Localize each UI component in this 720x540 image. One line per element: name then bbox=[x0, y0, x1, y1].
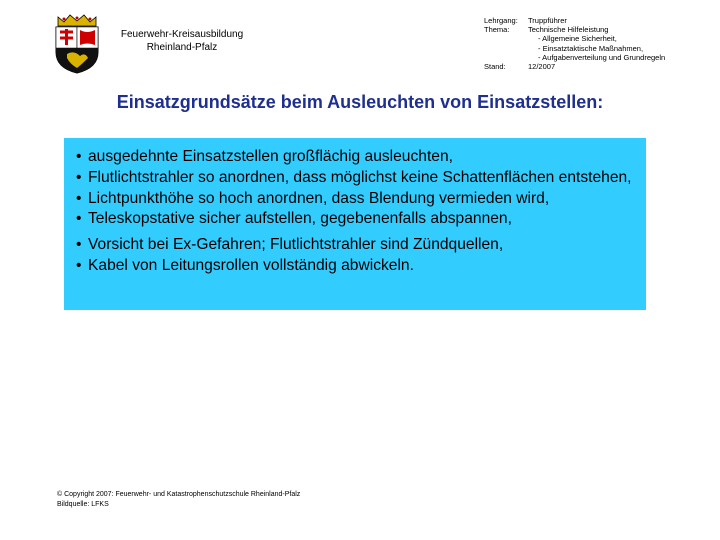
meta-key: Lehrgang: bbox=[484, 16, 518, 25]
image-source-text: Bildquelle: LFKS bbox=[57, 501, 109, 508]
bullet-marker: • bbox=[76, 236, 82, 254]
bullet-marker: • bbox=[76, 189, 82, 207]
bullet-item bbox=[76, 147, 636, 168]
coat-of-arms-logo bbox=[52, 12, 102, 74]
org-line-2: Rheinland-Pfalz bbox=[146, 42, 218, 53]
bullet-item bbox=[76, 256, 636, 277]
meta-value: - Aufgabenverteilung und Grundregeln bbox=[538, 52, 666, 62]
bullet-text: Vorsicht bei Ex-Gefahren; Flutlichtstrahler sind Zündquellen, bbox=[88, 236, 504, 254]
bullet-item bbox=[76, 209, 636, 230]
bullet-text: Kabel von Leitungsrollen vollständig abwickeln. bbox=[88, 256, 414, 274]
organization-name bbox=[112, 28, 252, 54]
meta-row bbox=[484, 44, 714, 53]
bullet-text: Flutlichtstrahler so anordnen, dass möglichst keine Schattenflächen entstehen, bbox=[88, 168, 632, 186]
meta-value: 12/2007 bbox=[528, 62, 556, 72]
meta-key: Thema: bbox=[484, 25, 510, 35]
meta-key bbox=[484, 44, 528, 53]
bullet-box bbox=[64, 138, 646, 310]
bullet-marker: • bbox=[76, 256, 82, 274]
meta-row bbox=[484, 53, 714, 62]
bullet-item bbox=[76, 235, 636, 256]
slide-title: Einsatzgrundsätze beim Ausleuchten von Einsatzstellen: bbox=[116, 92, 604, 112]
meta-value: - Einsatztaktische Maßnahmen, bbox=[538, 43, 644, 53]
meta-value: Technische Hilfeleistung bbox=[528, 25, 609, 35]
meta-value: - Allgemeine Sicherheit, bbox=[538, 34, 617, 44]
meta-row bbox=[484, 34, 714, 43]
bullet-text: ausgedehnte Einsatzstellen großflächig ausleuchten, bbox=[88, 148, 453, 165]
bullet-marker: • bbox=[76, 148, 82, 165]
org-line-1: Feuerwehr-Kreisausbildung bbox=[120, 29, 244, 40]
copyright-text: © Copyright 2007: Feuerwehr- und Katastrophenschutzschule Rheinland-Pfalz bbox=[57, 491, 301, 498]
meta-value: Truppführer bbox=[528, 16, 567, 25]
footer bbox=[57, 490, 300, 510]
meta-row bbox=[484, 62, 714, 71]
meta-row bbox=[484, 25, 714, 34]
bullet-marker: • bbox=[76, 168, 82, 186]
meta-key bbox=[484, 53, 528, 62]
meta-key bbox=[484, 34, 528, 43]
bullet-text: Teleskopstative sicher aufstellen, gegebenenfalls abspannen, bbox=[88, 210, 512, 228]
bullet-item bbox=[76, 189, 636, 210]
meta-key: Stand: bbox=[484, 62, 506, 72]
bullet-marker: • bbox=[76, 210, 82, 228]
bullet-item bbox=[76, 168, 636, 189]
course-meta bbox=[484, 16, 714, 71]
meta-row bbox=[484, 16, 714, 25]
bullet-text: Lichtpunkthöhe so hoch anordnen, dass Blendung vermieden wird, bbox=[88, 189, 550, 207]
